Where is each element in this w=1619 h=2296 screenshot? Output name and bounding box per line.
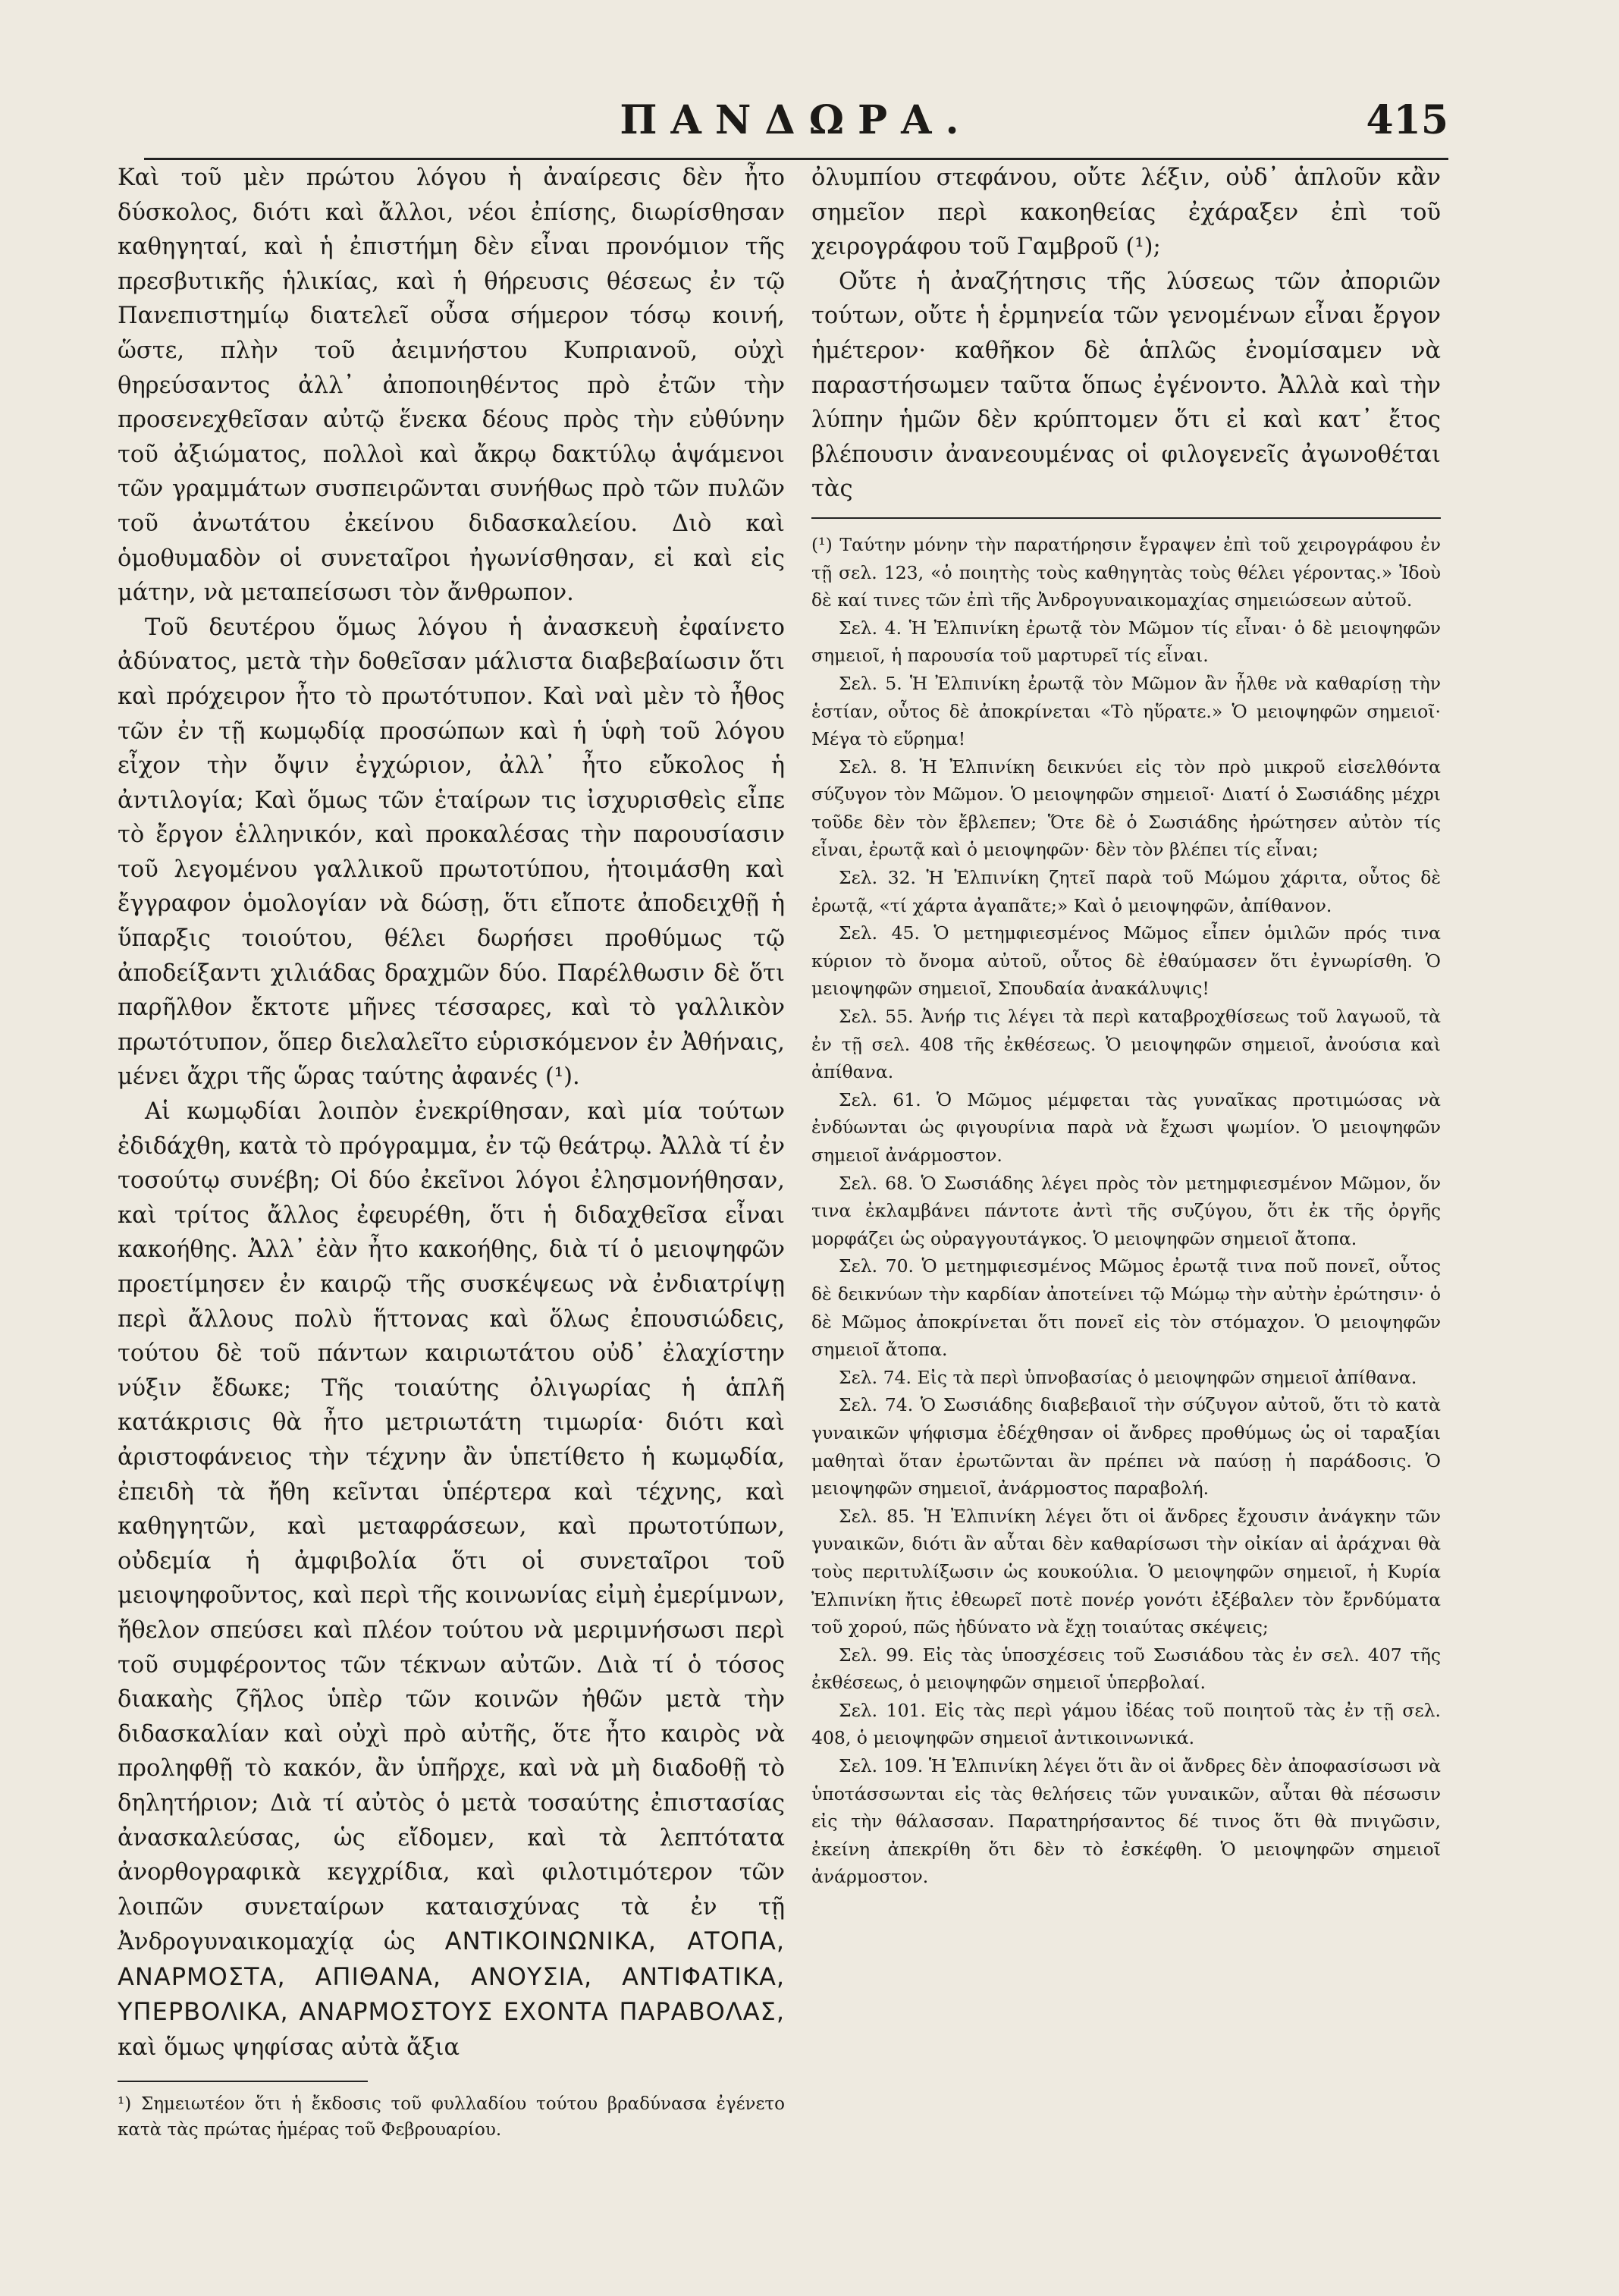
note-item: Σελ. 55. Ἀνήρ τις λέγει τὰ περὶ καταβροχθίσεως τοῦ λαγωοῦ, τὰ ἐν τῇ σελ. 408 τῆς ἐκθέσεως. Ὁ μειοψηφῶν σημειοῖ, ἀνούσια καὶ ἀπίθανα.	[811, 1006, 1441, 1083]
note-item: Σελ. 45. Ὁ μετημφιεσμένος Μῶμος εἶπεν ὁμιλῶν πρός τινα κύριον τὸ ὄνομα αὐτοῦ, οὗτος δὲ ἐθαύμασεν ὅτι ἐγνωρίσθη. Ὁ μειοψηφῶν σημειοῖ, Σπουδαία ἀνακάλυψις!	[811, 922, 1441, 1000]
note-item: Σελ. 5. Ἡ Ἐλπινίκη ἐρωτᾷ τὸν Μῶμον ἂν ἦλθε νὰ καθαρίσῃ τὴν ἑστίαν, οὗτος δὲ ἀποκρίνεται «Τὸ ηὕρατε.» Ὁ μειοψηφῶν σημειοῖ· Μέγα τὸ εὕρημα!	[811, 672, 1441, 750]
note-item: (¹) Ταύτην μόνην τὴν παρατήρησιν ἔγραψεν ἐπὶ τοῦ χειρογράφου ἐν τῇ σελ. 123, «ὁ ποιητὴς τοὺς καθηγητὰς τοὺς θέλει γέροντας.» Ἰδοὺ δὲ καί τινες τῶν ἐπὶ τῆς Ἀνδρογυναικομαχίας σημειώσεων αὐτοῦ.	[811, 533, 1441, 611]
notes-list	[811, 531, 1441, 1891]
note-item: Σελ. 99. Εἰς τὰς ὑποσχέσεις τοῦ Σωσιάδου τὰς ἐν σελ. 407 τῆς ἐκθέσεως, ὁ μειοψηφῶν σημειοῖ ὑπερβολαί.	[811, 1644, 1441, 1694]
paragraph-tail: καὶ ὅμως ψηφίσας αὐτὰ ἄξια	[118, 2034, 460, 2062]
note-item: Σελ. 109. Ἡ Ἐλπινίκη λέγει ὅτι ἂν οἱ ἄνδρες δὲν ἀποφασίσωσι νὰ ὑποτάσσωνται εἰς τὰς θελήσεις τῶν γυναικῶν, αὗται θὰ πέσωσιν εἰς τὴν θάλασσαν. Παρατηρήσαντος δέ τινος ὅτι θὰ πνιγῶσιν, ἐκείνη ἀπεκρίθη ὅτι δὲν τὸ ἐσκέφθη. Ὁ μειοψηφῶν σημειοῖ ἀνάρμοστον.	[811, 1755, 1441, 1888]
body-paragraph: ὀλυμπίου στεφάνου, οὔτε λέξιν, οὐδ᾽ ἁπλοῦν κἂν σημεῖον περὶ κακοηθείας ἐχάραξεν ἐπὶ τοῦ χειρογράφου τοῦ Γαμβροῦ (¹);	[811, 165, 1441, 261]
page-header	[144, 97, 1448, 160]
note-item: Σελ. 74. Ὁ Σωσιάδης διαβεβαιοῖ τὴν σύζυγον αὐτοῦ, ὅτι τὸ κατὰ γυναικῶν ψήφισμα ἐδέχθησαν οἱ ἄνδρες προθύμως ὡς οἱ ταραξίαι μαθηταὶ ὅταν ἐρωτῶνται ἂν πρέπει νὰ παύσῃ ἡ παράδοσις. Ὁ μειοψηφῶν σημειοῖ, ἀνάρμοστος παραβολή.	[811, 1394, 1441, 1500]
body-paragraph: Καὶ τοῦ μὲν πρώτου λόγου ἡ ἀναίρεσις δὲν ἦτο δύσκολος, διότι καὶ ἄλλοι, νέοι ἐπίσης, διωρίσθησαν καθηγηταί, καὶ ἡ ἐπιστήμη δὲν εἶναι προνόμιον τῆς πρεσβυτικῆς ἡλικίας, καὶ ἡ θήρευσις θέσεως ἐν τῷ Πανεπιστημίῳ διατελεῖ οὖσα σήμερον τόσῳ κοινή, ὥστε, πλὴν τοῦ ἀειμνήστου Κυπριανοῦ, οὐχὶ θηρεύσαντος ἀλλ᾽ ἀποποιηθέντος πρὸ ἐτῶν τὴν προσενεχθεῖσαν αὐτῷ ἕνεκα δέους πρὸς τὴν εὐθύνην τοῦ ἀξιώματος, πολλοὶ καὶ ἄκρῳ δακτύλῳ ἁψάμενοι τῶν γραμμάτων συσπειρῶνται συνήθως πρὸ τῶν πυλῶν τοῦ ἀνωτάτου ἐκείνου διδασκαλείου. Διὸ καὶ ὁμοθυμαδὸν οἱ συνεταῖροι ἠγωνίσθησαν, εἰ καὶ εἰς μάτην, νὰ μεταπείσωσι τὸν ἄνθρωπον.	[118, 165, 785, 607]
note-item: Σελ. 8. Ἡ Ἐλπινίκη δεικνύει εἰς τὸν πρὸ μικροῦ εἰσελθόντα σύζυγον τὸν Μῶμον. Ὁ μειοψηφῶν σημειοῖ· Διατί ὁ Σωσιάδης μέχρι τοῦδε δὲν τὸν ἔβλεπεν; Ὅτε δὲ ὁ Σωσιάδης ἠρώτησεν αὐτὸν τίς εἶναι, ἐρωτᾷ καὶ ὁ μειοψηφῶν· δὲν τὸν βλέπει τίς εἶναι;	[811, 755, 1441, 861]
note-item: Σελ. 61. Ὁ Μῶμος μέμφεται τὰς γυναῖκας προτιμώσας νὰ ἐνδύωνται ὡς φιγουρίνια παρὰ νὰ ἔχωσι ψωμίον. Ὁ μειοψηφῶν σημειοῖ ἀνάρμοστον.	[811, 1088, 1441, 1166]
note-item: Σελ. 74. Εἰς τὰ περὶ ὑπνοβασίας ὁ μειοψηφῶν σημειοῖ ἀπίθανα.	[839, 1366, 1417, 1388]
left-column	[118, 161, 785, 2143]
running-title: ΠΑΝΔΩΡΑ.	[620, 97, 973, 143]
right-column	[811, 161, 1441, 1891]
note-item: Σελ. 85. Ἡ Ἐλπινίκη λέγει ὅτι οἱ ἄνδρες ἔχουσιν ἀνάγκην τῶν γυναικῶν, διότι ἂν αὗται δὲν καθαρίσωσι τὴν οἰκίαν αἱ ἀράχναι θὰ τοὺς περιτυλίξωσιν ὡς κουκούλια. Ὁ μειοψηφῶν σημειοῖ, ἡ Κυρία Ἐλπινίκη ἤτις ἐθεωρεῖ ποτὲ πονέρ γονότι ἐξέβαλεν τὸν ἔρνδύματα τοῦ χορού, πῶς ἠδύνατο νὰ ἔχῃ τοιαύτας σκέψεις;	[811, 1505, 1441, 1638]
page-number: 415	[1366, 97, 1448, 143]
note-item: Σελ. 68. Ὁ Σωσιάδης λέγει πρὸς τὸν μετημφιεσμένον Μῶμον, ὅν τινα ἐκλαμβάνει πάντοτε ἀντὶ τῆς συζύγου, ὅτι ἐκ τῆς ὀργῆς μορφάζει ὡς οὐραγγουτάγκος. Ὁ μειοψηφῶν σημειοῖ ἄτοπα.	[811, 1172, 1441, 1249]
caps-text: ΑΝΤΙΚΟΙΝΩΝΙΚΑ, ΑΤΟΠΑ, ΑΝΑΡΜΟΣΤΑ, ΑΠΙΘΑΝΑ, ΑΝΟΥΣΙΑ, ΑΝΤΙΦΑΤΙΚΑ, ΥΠΕΡΒΟΛΙΚΑ, ΑΝΑΡΜΟΣΤΟΥΣ ΕΧΟΝΤΑ ΠΑΡΑΒΟΛΑΣ,	[118, 1927, 785, 2027]
note-item: Σελ. 4. Ἡ Ἐλπινίκη ἐρωτᾷ τὸν Μῶμον τίς εἶναι· ὁ δὲ μειοψηφῶν σημειοῖ, ἡ παρουσία τοῦ μαρτυρεῖ τίς εἶναι.	[811, 617, 1441, 667]
body-paragraph-continued	[118, 1095, 785, 2065]
footnote-rule	[118, 2081, 368, 2082]
footnote: ¹) Σημειωτέον ὅτι ἡ ἔκδοσις τοῦ φυλλαδίου τούτου βραδύνασα ἐγένετο κατὰ τὰς πρώτας ἡμέρας τοῦ Φεβρουαρίου.	[118, 2093, 785, 2140]
note-item: Σελ. 32. Ἡ Ἐλπινίκη ζητεῖ παρὰ τοῦ Μώμου χάριτα, οὗτος δὲ ἐρωτᾷ, «τί χάρτα ἀγαπᾶτε;» Καὶ ὁ μειοψηφῶν, ἀπίθανον.	[811, 867, 1441, 916]
body-paragraph: Οὔτε ἡ ἀναζήτησις τῆς λύσεως τῶν ἀποριῶν τούτων, οὔτε ἡ ἑρμηνεία τῶν γενομένων εἶναι ἔργον ἡμέτερον· καθῆκον δὲ ἁπλῶς ἐνομίσαμεν νὰ παραστήσωμεν ταῦτα ὅπως ἐγένοντο. Ἀλλὰ καὶ τὴν λύπην ἡμῶν δὲν κρύπτομεν ὅτι εἰ καὶ κατ᾽ ἔτος βλέπουσιν ἀνανεουμένας οἱ φιλογενεῖς ἀγωνοθέται τὰς	[811, 268, 1441, 503]
notes-rule	[811, 517, 1441, 519]
note-item: Σελ. 101. Εἰς τὰς περὶ γάμου ἰδέας τοῦ ποιητοῦ τὰς ἐν τῇ σελ. 408, ὁ μειοψηφῶν σημειοῖ ἀντικοινωνικά.	[811, 1699, 1441, 1749]
body-paragraph: Τοῦ δευτέρου ὅμως λόγου ἡ ἀνασκευὴ ἐφαίνετο ἀδύνατος, μετὰ τὴν δοθεῖσαν μάλιστα διαβεβαίωσιν ὅτι καὶ πρόχειρον ἦτο τὸ πρωτότυπον. Καὶ ναὶ μὲν τὸ ἦθος τῶν ἐν τῇ κωμῳδίᾳ προσώπων καὶ ἡ ὑφὴ τοῦ λόγου εἶχον τὴν ὄψιν ἐγχώριον, ἀλλ᾽ ἦτο εὔκολος ἡ ἀντιλογία; Καὶ ὅμως τῶν ἑταίρων τις ἰσχυρισθεὶς εἶπε τὸ ἔργον ἑλληνικόν, καὶ προκαλέσας τὴν παρουσίασιν τοῦ λεγομένου γαλλικοῦ πρωτοτύπου, ἡτοιμάσθη καὶ ἔγγραφον ὁμολογίαν νὰ δώσῃ, ὅτι εἴποτε ἀποδειχθῇ ἡ ὕπαρξις τοιούτου, θέλει δωρήσει προθύμως τῷ ἀποδείξαντι χιλιάδας δραχμῶν δύο. Παρέλθωσιν δὲ ὅτι παρῆλθον ἔκτοτε μῆνες τέσσαρες, καὶ τὸ γαλλικὸν πρωτότυπον, ὅπερ διελαλεῖτο εὑρισκόμενον ἐν Ἀθήναις, μένει ἄχρι τῆς ὥρας ταύτης ἀφανές (¹).	[118, 614, 785, 1091]
note-item: Σελ. 70. Ὁ μετημφιεσμένος Μῶμος ἐρωτᾷ τινα ποῦ πονεῖ, οὗτος δὲ δεικνύων τὴν καρδίαν ἀποτείνει τῷ Μώμῳ τὴν αὐτὴν ἐρώτησιν· ὁ δὲ Μῶμος ἀποκρίνεται ὅτι πονεῖ εἰς τὸν στόμαχον. Ὁ μειοψηφῶν σημειοῖ ἄτοπα.	[811, 1255, 1441, 1361]
paragraph-text: Αἱ κωμῳδίαι λοιπὸν ἐνεκρίθησαν, καὶ μία τούτων ἐδιδάχθη, κατὰ τὸ πρόγραμμα, ἐν τῷ θεάτρῳ. Ἀλλὰ τί ἐν τοσούτῳ συνέβη; Οἱ δύο ἐκεῖνοι λόγοι ἐλησμονήθησαν, καὶ τρίτος ἄλλος ἐφευρέθη, ὅτι ἡ διδαχθεῖσα εἶναι κακοήθης. Ἀλλ᾽ ἐὰν ἦτο κακοήθης, διὰ τί ὁ μειοψηφῶν προετίμησεν ἐν καιρῷ τῆς συσκέψεως νὰ ἐνδιατρίψῃ περὶ ἄλλους πολὺ ἥττονας καὶ ὅλως ἐπουσιώδεις, τούτου δὲ τοῦ πάντων καιριωτάτου οὐδ᾽ ἐλαχίστην νύξιν ἔδωκε; Τῆς τοιαύτης ὀλιγωρίας ἡ ἁπλῆ κατάκρισις θὰ ἦτο μετριωτάτη τιμωρία· διότι καὶ ἀριστοφάνειος τὴν τέχνην ἂν ὑπετίθετο ἡ κωμῳδία, ἐπειδὴ τὰ ἤθη κεῖνται ὑπέρτερα καὶ τέχνης, καὶ καθηγητῶν, καὶ μεταφράσεων, καὶ πρωτοτύπων, οὐδεμία ἡ ἀμφιβολία ὅτι οἱ συνεταῖροι τοῦ μειοψηφοῦντος, καὶ περὶ τῆς κοινωνίας εἰμὴ ἐμερίμνων, ἤθελον σπεύσει καὶ πλέον τούτου νὰ μεριμνήσωσι περὶ τοῦ συμφέροντος τῶν τέκνων αὐτῶν. Διὰ τί ὁ τόσος διακαὴς ζῆλος ὑπὲρ τῶν κοινῶν ἠθῶν μετὰ τὴν διδασκαλίαν καὶ οὐχὶ πρὸ αὐτῆς, ὅτε ἦτο καιρὸς νὰ προληφθῇ τὸ κακόν, ἂν ὑπῆρχε, καὶ νὰ μὴ διαδοθῇ τὸ δηλητήριον; Διὰ τί αὐτὸς ὁ μετὰ τοσαύτης ἐπιστασίας ἀνασκαλεύσας, ὡς εἴδομεν, καὶ τὰ λεπτότατα ἀνορθογραφικὰ κεγχρίδια, καὶ φιλοτιμότερον τῶν λοιπῶν συνεταίρων καταισχύνας τὰ ἐν τῇ Ἀνδρογυναικομαχίᾳ ὡς	[118, 1098, 785, 1956]
